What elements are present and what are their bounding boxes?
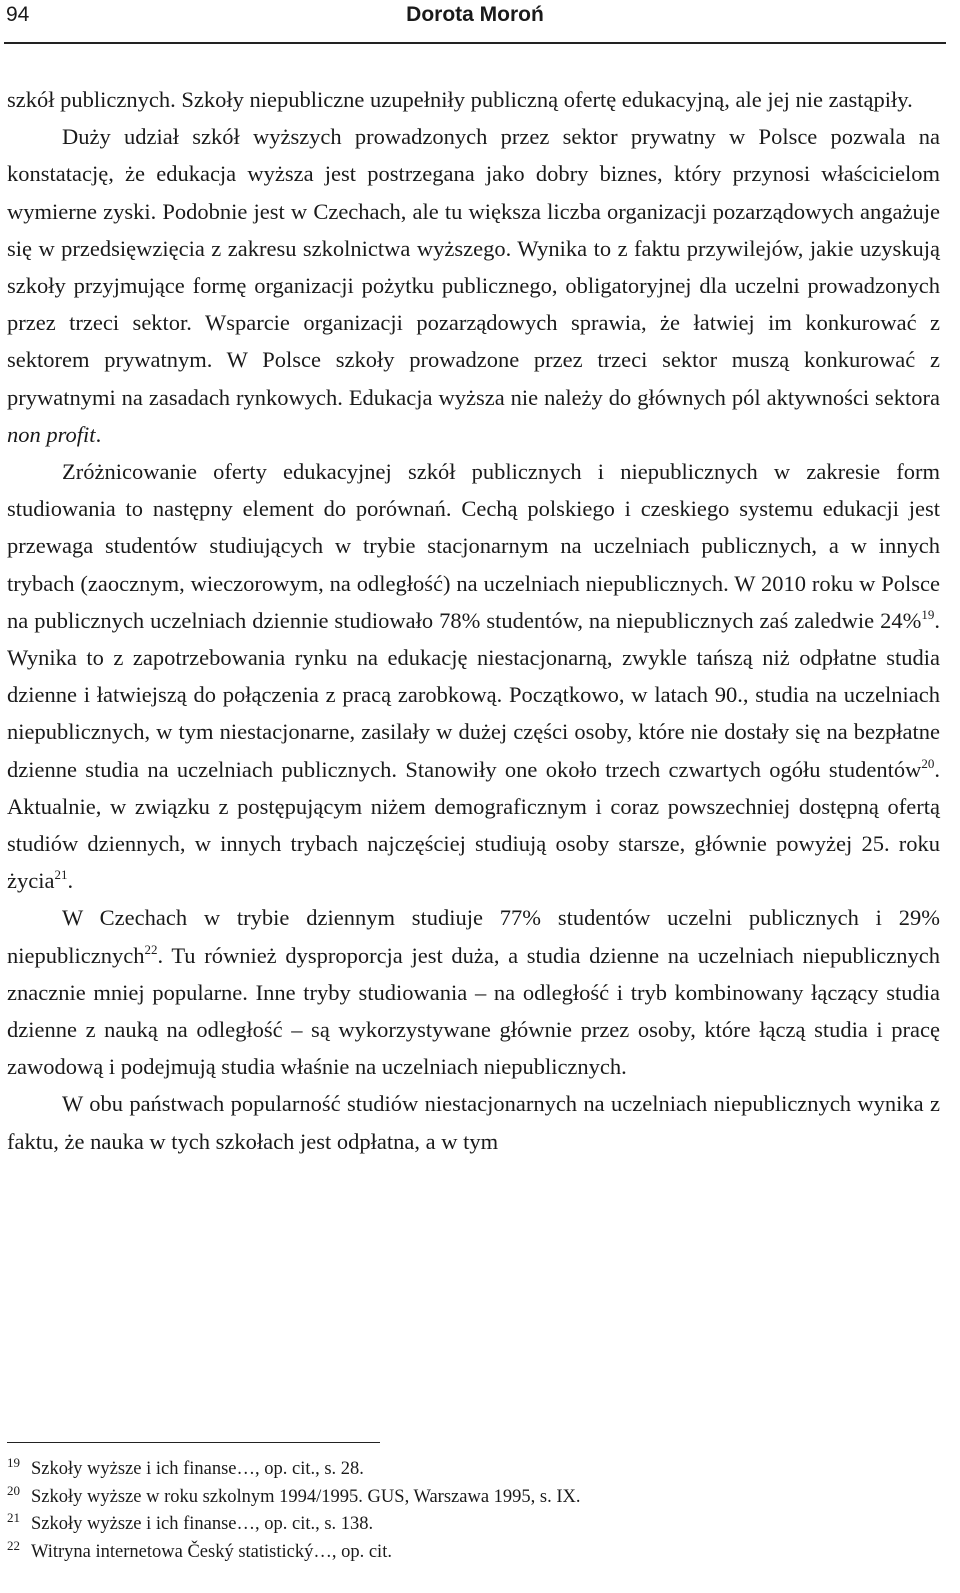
paragraph-3-part-a: Zróżnicowanie oferty edukacyjnej szkół publicznych i niepublicznych w zakresie form studiowania to następny element do porównań. Cechą polskiego i czeskiego systemu edukacji jest przewaga studentów studiujących w trybie stacjonarnym na uczelniach publicznych, a w innych trybach (zaocznym, wieczorowym, na odległość) na uczelniach niepublicznych. W 2010 roku w Polsce na publicznych uczelniach dziennie studiowało 78% studentów, na niepublicznych zaś zaledwie 24%: [7, 459, 940, 633]
footnote-20: 20 Szkoły wyższe w roku szkolnym 1994/1995. GUS, Warszawa 1995, s. IX.: [7, 1482, 581, 1507]
footnote-ref-22[interactable]: 22: [144, 941, 158, 957]
footnote-text: Witryna internetowa Český statistický…, op. cit.: [31, 1541, 392, 1562]
footnote-text: Szkoły wyższe w roku szkolnym 1994/1995. GUS, Warszawa 1995, s. IX.: [31, 1486, 581, 1507]
footnote-22: 22 Witryna internetowa Český statistický…, op. cit.: [7, 1537, 392, 1562]
paragraph-2-italic: non profit: [7, 421, 96, 447]
page-number: 94: [6, 3, 30, 26]
footnote-21: 21 Szkoły wyższe i ich finanse…, op. cit., s. 138.: [7, 1510, 374, 1534]
paragraph-3-part-c: . Aktualnie, w związku z postępującym niżem demograficznym i coraz powszechniej dostępną ofertą studiów dziennych, w innych trybach najczęściej studiują osoby starsze, głównie powyżej 25. roku życia: [7, 756, 940, 894]
footnote-text: Szkoły wyższe i ich finanse…, op. cit., s. 138.: [31, 1514, 374, 1534]
footnote-ref-19[interactable]: 19: [921, 606, 935, 622]
footnote-19: 19 Szkoły wyższe i ich finanse…, op. cit., s. 28.: [7, 1455, 364, 1479]
footnotes: [7, 1456, 940, 1566]
paragraph-3: [7, 453, 940, 899]
paragraph-3-part-b: . Wynika to z zapotrzebowania rynku na edukację niestacjonarną, zwykle tańszą niż odpłatne studia dzienne i łatwiejszą do połączenia z pracą zarobkową. Początkowo, w latach 90., studia na uczelniach niepublicznych, w tym niestacjonarne, zasilały w dużej części osoby, które nie dostały się na bezpłatne dzienne studia na uczelniach publicznych. Stanowiły one około trzech czwartych ogółu studentów: [7, 607, 940, 782]
footnote-rule: [7, 1442, 380, 1443]
paragraph-1: szkół publicznych. Szkoły niepubliczne uzupełniły publiczną ofertę edukacyjną, ale jej nie zastąpiły.: [7, 87, 913, 112]
header-rule: [4, 42, 946, 44]
running-title: Dorota Moroń: [406, 3, 544, 26]
paragraph-4-part-b: . Tu również dysproporcja jest duża, a studia dzienne na uczelniach niepublicznych znacznie mniej popularne. Inne tryby studiowania – na odległość i tryb kombinowany łączący studia dzienne z nauką na odległość – są wykorzystywane głównie przez osoby, które łączą studia i pracę zawodową i podejmują studia właśnie na uczelniach niepublicznych.: [7, 942, 940, 1080]
footnote-text: Szkoły wyższe i ich finanse…, op. cit., s. 28.: [31, 1459, 364, 1479]
page-header: [4, 0, 946, 44]
paragraph-3-part-d: .: [67, 868, 74, 894]
paragraph-4: [7, 899, 940, 1085]
paragraph-4-part-a: W Czechach w trybie dziennym studiuje 77% studentów uczelni publicznych i 29% niepublicznych: [7, 905, 940, 968]
footnote-ref-21[interactable]: 21: [54, 867, 68, 883]
paragraph-2-text: Duży udział szkół wyższych prowadzonych przez sektor prywatny w Polsce pozwala na konstatację, że edukacja wyższa jest postrzegana jako dobry biznes, który przynosi właścicielom wymierne zyski. Podobnie jest w Czechach, ale tu większa liczba organizacji pozarządowych angażuje się w przedsięwzięcia z zakresu szkolnictwa wyższego. Wynika to z faktu przywilejów, jakie uzyskują szkoły przyjmujące formę organizacji pożytku publicznego, obligatoryjnej dla uczelni prowadzonych przez trzeci sektor. Wsparcie organizacji pozarządowych sprawia, że łatwiej im konkurować z sektorem prywatnym. W Polsce szkoły prowadzone przez trzeci sektor muszą konkurować z prywatnymi na zasadach rynkowych. Edukacja wyższa nie należy do głównych pól aktywności sektora: [7, 124, 940, 410]
paragraph-5: W obu państwach popularność studiów niestacjonarnych na uczelniach niepublicznych wynika z faktu, że nauka w tych szkołach jest odpłatna, a w tym: [7, 1091, 940, 1154]
body-text: [7, 81, 940, 1160]
paragraph-2: [7, 118, 940, 453]
paragraph-2-end: .: [95, 421, 102, 447]
footnote-ref-20[interactable]: 20: [921, 755, 935, 771]
